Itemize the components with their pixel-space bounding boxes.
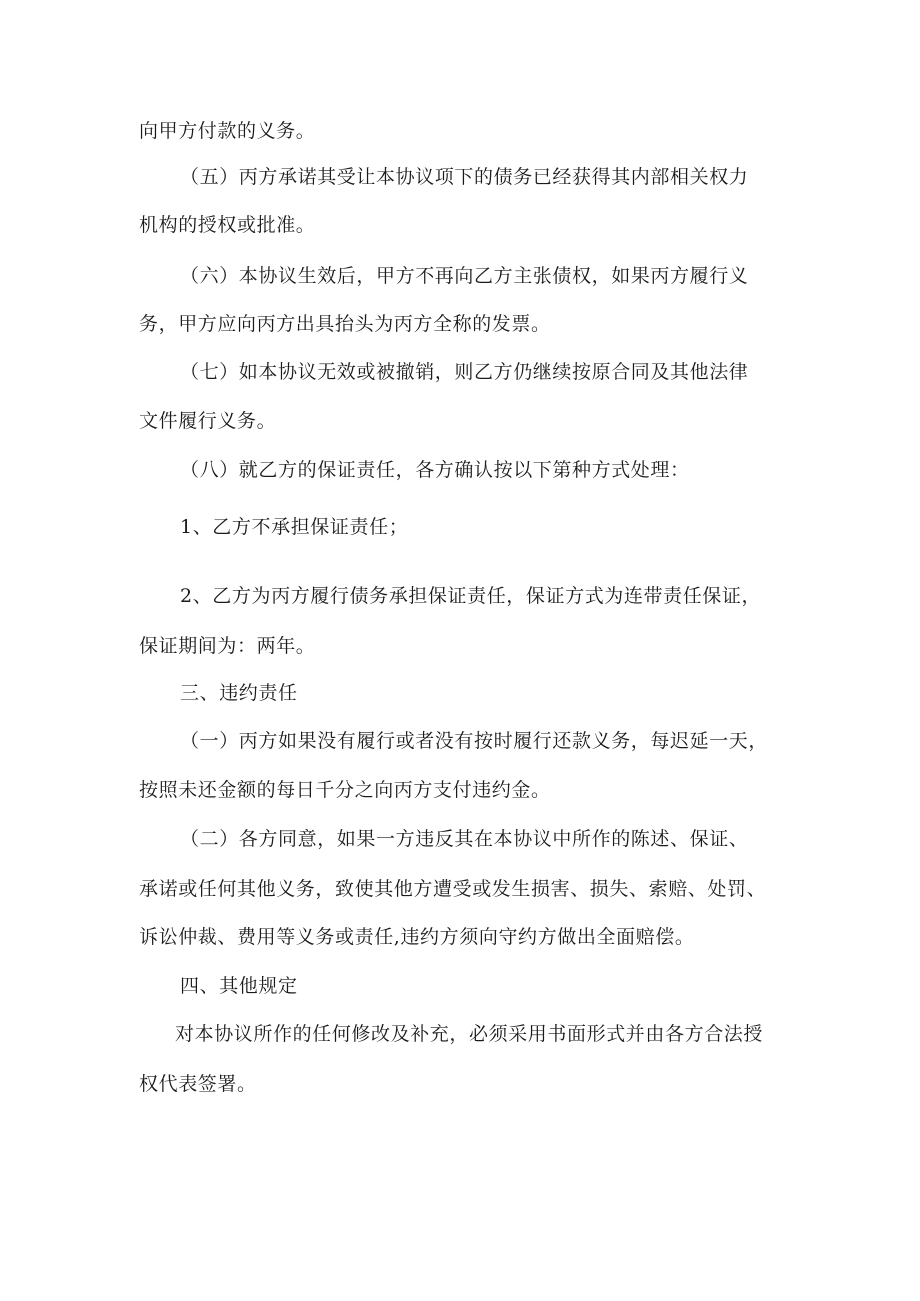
- text-line-breach-2: （二）各方同意，如果一方违反其在本协议中所作的陈述、保证、: [180, 828, 749, 850]
- text-line: 承诺或任何其他义务，致使其他方遭受或发生损害、损失、索赔、处罚、: [139, 878, 767, 900]
- section-heading-breach: 三、违约责任: [180, 682, 298, 704]
- text-line: 按照未还金额的每日千分之向丙方支付违约金。: [139, 779, 551, 801]
- text-line-clause-7: （七）如本协议无效或被撤销，则乙方仍继续按原合同及其他法律: [180, 361, 749, 383]
- text-line: 诉讼仲裁、费用等义务或责任,违约方须向守约方做出全面赔偿。: [139, 926, 695, 948]
- text-line-clause-6: （六）本协议生效后，甲方不再向乙方主张债权，如果丙方履行义: [180, 265, 749, 287]
- text-line: 文件履行义务。: [139, 410, 277, 432]
- text-line-other-1: 对本协议所作的任何修改及补充，必须采用书面形式并由各方合法授: [175, 1023, 764, 1045]
- text-line: 权代表签署。: [139, 1073, 257, 1095]
- text-line: 务，甲方应向丙方出具抬头为丙方全称的发票。: [139, 313, 551, 335]
- text-line-breach-1: （一）丙方如果没有履行或者没有按时履行还款义务，每迟延一天，: [180, 730, 769, 752]
- text-line-option-1: 1、乙方不承担保证责任；: [180, 516, 409, 538]
- text-line-option-2: 2、乙方为丙方履行债务承担保证责任，保证方式为连带责任保证，: [180, 585, 762, 607]
- text-line: 机构的授权或批准。: [139, 214, 316, 236]
- text-line-clause-5: （五）丙方承诺其受让本协议项下的债务已经获得其内部相关权力: [180, 166, 749, 188]
- text-line: 向甲方付款的义务。: [139, 120, 316, 142]
- section-heading-other: 四、其他规定: [180, 975, 298, 997]
- text-line: 保证期间为：两年。: [139, 635, 316, 657]
- text-line-clause-8: （八）就乙方的保证责任，各方确认按以下第种方式处理：: [180, 459, 690, 481]
